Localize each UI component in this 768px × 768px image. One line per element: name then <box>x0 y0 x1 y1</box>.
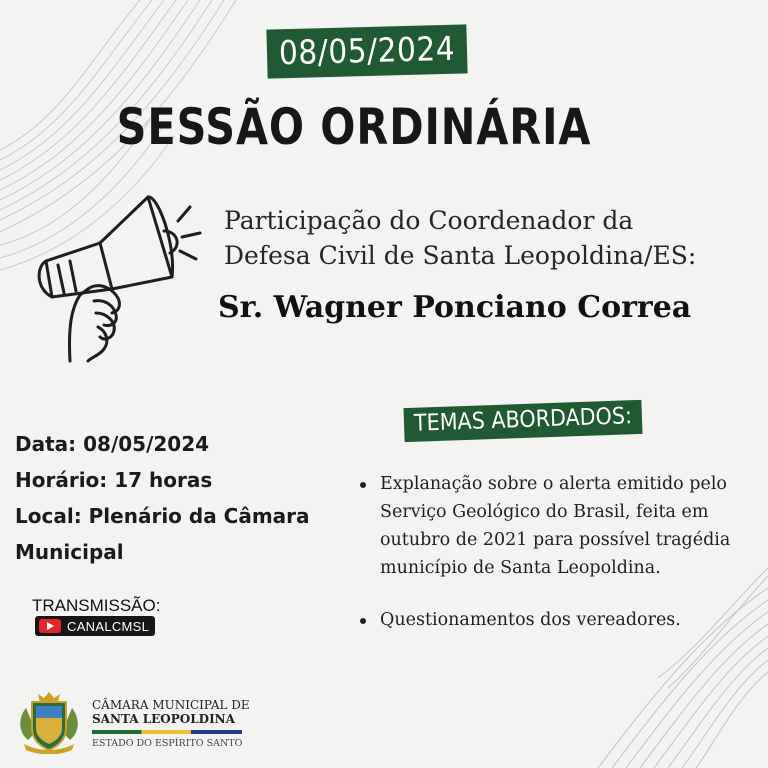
megaphone-icon <box>30 185 205 365</box>
date-badge: 08/05/2024 <box>266 24 467 78</box>
list-item: Explanação sobre o alerta emitido pelo Serviço Geológico do Brasil, feita em outubro de 2021 para possível tragédia município de Santa Leopoldina. <box>358 470 738 582</box>
transmission-label: TRANSMISSÃO: <box>32 596 161 615</box>
intro-line-2: Defesa Civil de Santa Leopoldina/ES: <box>224 241 697 270</box>
info-date: Data: 08/05/2024 <box>15 432 210 456</box>
info-location-line-1: Local: Plenário da Câmara <box>15 504 310 528</box>
youtube-channel-link[interactable] <box>35 616 155 636</box>
intro-line-1: Participação do Coordenador da <box>224 206 634 235</box>
youtube-icon <box>39 619 61 633</box>
org-state: ESTADO DO ESPÍRITO SANTO <box>92 738 243 749</box>
info-time: Horário: 17 horas <box>15 468 213 492</box>
org-name-line-2: SANTA LEOPOLDINA <box>92 712 235 726</box>
org-name-line-1: CÂMARA MUNICIPAL DE <box>92 698 250 712</box>
guest-name: Sr. Wagner Ponciano Correa <box>218 290 692 325</box>
page-title: SESSÃO ORDINÁRIA <box>116 98 592 156</box>
topics-list <box>358 470 738 634</box>
topics-heading: TEMAS ABORDADOS: <box>403 400 642 442</box>
org-flag-divider <box>92 730 242 734</box>
intro-text <box>224 203 696 273</box>
coat-of-arms-icon <box>14 688 84 754</box>
channel-name: CANALCMSL <box>67 618 150 634</box>
info-location-line-2: Municipal <box>15 540 124 564</box>
list-item: Questionamentos dos vereadores. <box>358 606 738 634</box>
session-info <box>15 426 310 570</box>
org-name <box>92 698 250 726</box>
